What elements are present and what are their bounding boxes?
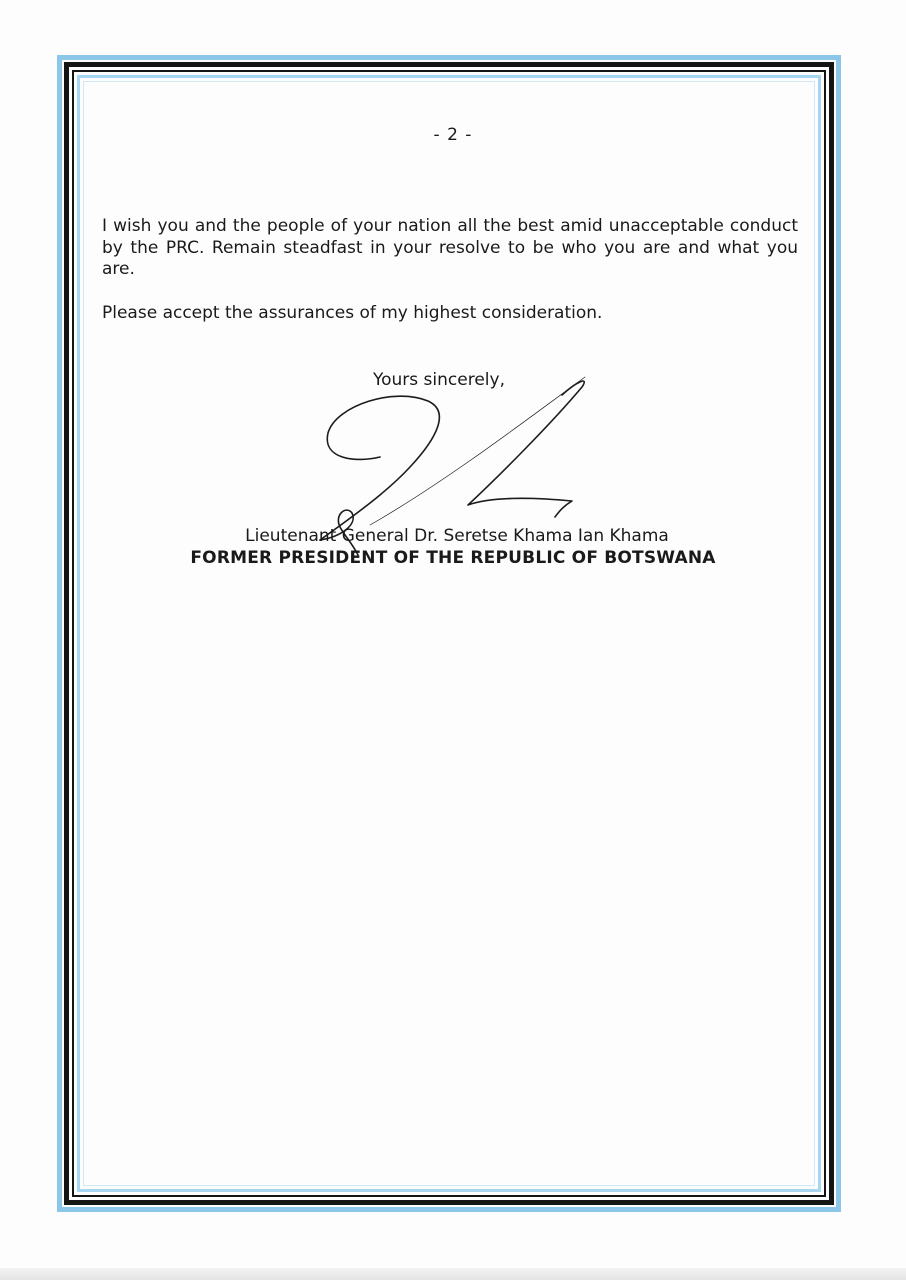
page-number: - 2 - (433, 125, 473, 145)
page-bottom-edge (0, 1268, 906, 1280)
signer-name: Lieutenant General Dr. Seretse Khama Ian Khama (245, 526, 669, 546)
closing-salutation: Yours sincerely, (373, 370, 505, 390)
body-paragraph-2: Please accept the assurances of my highest consideration. (102, 303, 603, 323)
signer-title: FORMER PRESIDENT OF THE REPUBLIC OF BOTSWANA (190, 548, 716, 568)
body-paragraph-1: I wish you and the people of your nation all the best amid unacceptable conduct by the PRC. Remain steadfast in your resolve to be who you are and what you are. (102, 216, 798, 279)
